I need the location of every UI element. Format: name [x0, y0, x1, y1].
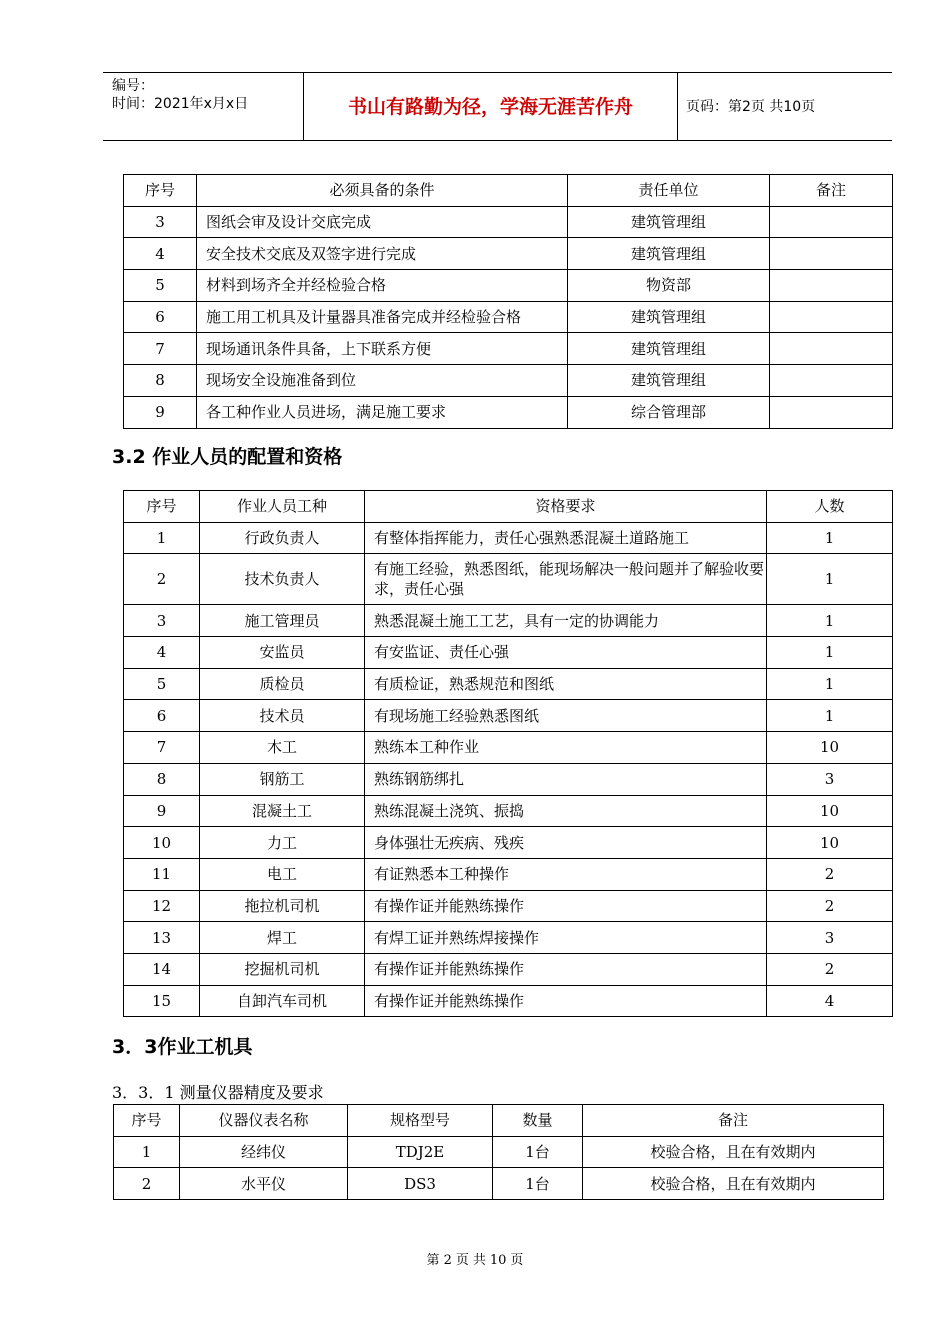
table-cell: 技术负责人 [200, 554, 365, 605]
footer-label: 共 [472, 1253, 486, 1268]
table-cell: 12 [124, 890, 200, 922]
conditions-table [123, 174, 893, 429]
table-row [124, 554, 893, 605]
table-row [124, 365, 893, 397]
table-cell [770, 396, 893, 428]
table-cell: 3 [767, 763, 893, 795]
table-cell: 建筑管理组 [568, 365, 770, 397]
table-cell: 10 [767, 732, 893, 764]
table-row [124, 700, 893, 732]
table-cell: 图纸会审及设计交底完成 [197, 206, 568, 238]
table-cell: 安全技术交底及双签字进行完成 [197, 238, 568, 270]
table-row [124, 985, 893, 1017]
table-row [124, 522, 893, 554]
table-cell: 有质检证，熟悉规范和图纸 [365, 668, 767, 700]
section-heading: 3．3作业工机具 [112, 1036, 253, 1058]
table-header-row [124, 491, 893, 523]
table-cell: 经纬仪 [180, 1136, 348, 1168]
table-row [124, 858, 893, 890]
table-cell: 2 [114, 1168, 180, 1200]
table-cell: 有现场施工经验熟悉图纸 [365, 700, 767, 732]
header-divider [677, 72, 678, 140]
table-cell: 有焊工证并熟练焊接操作 [365, 922, 767, 954]
table-cell: 校验合格，且在有效期内 [583, 1168, 884, 1200]
instruments-table [113, 1104, 884, 1200]
table-cell: 7 [124, 732, 200, 764]
table-cell: 1台 [493, 1168, 583, 1200]
column-header: 仪器仪表名称 [180, 1105, 348, 1137]
table-cell: 1 [767, 522, 893, 554]
table-cell: 9 [124, 795, 200, 827]
header-top-rule [103, 72, 892, 73]
table-cell: 2 [767, 858, 893, 890]
table-cell: 建筑管理组 [568, 333, 770, 365]
table-cell: 3 [767, 922, 893, 954]
table-cell: 施工管理员 [200, 605, 365, 637]
table-row [124, 238, 893, 270]
table-cell: 拖拉机司机 [200, 890, 365, 922]
table-cell: 14 [124, 953, 200, 985]
table-cell: 水平仪 [180, 1168, 348, 1200]
table-header-row [114, 1105, 884, 1137]
table-row [124, 301, 893, 333]
table-cell: TDJ2E [348, 1136, 493, 1168]
table-cell: 1 [114, 1136, 180, 1168]
column-header: 备注 [583, 1105, 884, 1137]
column-header: 资格要求 [365, 491, 767, 523]
table-cell [770, 238, 893, 270]
table-cell: 熟练混凝土浇筑、振捣 [365, 795, 767, 827]
header-motto: 书山有路勤为径，学海无涯苦作舟 [347, 96, 633, 118]
table-cell: 钢筋工 [200, 763, 365, 795]
table-cell: 1 [767, 668, 893, 700]
column-header: 序号 [124, 175, 197, 207]
table-row [124, 795, 893, 827]
table-cell: 现场通讯条件具备，上下联系方便 [197, 333, 568, 365]
table-cell: 木工 [200, 732, 365, 764]
table-cell: 自卸汽车司机 [200, 985, 365, 1017]
table-cell: 挖掘机司机 [200, 953, 365, 985]
table-cell: 10 [124, 827, 200, 859]
table-row [124, 396, 893, 428]
header-page-number: 页码：第2页 共10页 [686, 99, 816, 115]
footer-label: 页 [510, 1253, 524, 1268]
table-cell: 各工种作业人员进场，满足施工要求 [197, 396, 568, 428]
column-header: 序号 [124, 491, 200, 523]
table-cell: 13 [124, 922, 200, 954]
table-cell: DS3 [348, 1168, 493, 1200]
footer-page-number: 2 [443, 1253, 452, 1268]
personnel-table [123, 490, 893, 1017]
table-cell: 5 [124, 270, 197, 302]
table-cell: 力工 [200, 827, 365, 859]
table-cell: 有操作证并能熟练操作 [365, 953, 767, 985]
table-cell: 4 [767, 985, 893, 1017]
table-cell: 1 [767, 700, 893, 732]
table-cell: 1 [767, 605, 893, 637]
table-cell: 校验合格，且在有效期内 [583, 1136, 884, 1168]
footer-label: 页 [455, 1253, 469, 1268]
table-cell [770, 333, 893, 365]
table-cell: 1 [124, 522, 200, 554]
table-row [124, 270, 893, 302]
table-cell: 焊工 [200, 922, 365, 954]
table-cell [770, 270, 893, 302]
table-cell: 有证熟悉本工种操作 [365, 858, 767, 890]
header-bottom-rule [103, 140, 892, 141]
column-header: 序号 [114, 1105, 180, 1137]
table-cell: 3 [124, 206, 197, 238]
table-cell: 熟练钢筋绑扎 [365, 763, 767, 795]
table-cell: 有安监证、责任心强 [365, 637, 767, 669]
table-cell: 11 [124, 858, 200, 890]
column-header: 责任单位 [568, 175, 770, 207]
header-code: 编号： [112, 78, 154, 94]
table-row [124, 890, 893, 922]
table-cell: 15 [124, 985, 200, 1017]
table-cell: 7 [124, 333, 197, 365]
table-cell: 10 [767, 827, 893, 859]
table-cell: 有整体指挥能力，责任心强熟悉混凝土道路施工 [365, 522, 767, 554]
table-cell: 2 [767, 953, 893, 985]
table-cell [770, 365, 893, 397]
table-cell: 质检员 [200, 668, 365, 700]
table-cell: 6 [124, 301, 197, 333]
table-cell: 施工用工机具及计量器具准备完成并经检验合格 [197, 301, 568, 333]
column-header: 规格型号 [348, 1105, 493, 1137]
table-cell: 9 [124, 396, 197, 428]
column-header: 必须具备的条件 [197, 175, 568, 207]
table-cell [770, 301, 893, 333]
table-cell: 混凝土工 [200, 795, 365, 827]
table-cell: 2 [124, 554, 200, 605]
table-cell: 现场安全设施准备到位 [197, 365, 568, 397]
table-row [114, 1168, 884, 1200]
footer-label: 第 [426, 1253, 440, 1268]
table-cell [770, 206, 893, 238]
table-cell: 有操作证并能熟练操作 [365, 985, 767, 1017]
table-row [124, 637, 893, 669]
table-cell: 建筑管理组 [568, 238, 770, 270]
table-cell: 6 [124, 700, 200, 732]
table-cell: 10 [767, 795, 893, 827]
column-header: 人数 [767, 491, 893, 523]
subsection-heading: 3．3．1 测量仪器精度及要求 [112, 1083, 324, 1102]
table-cell: 8 [124, 365, 197, 397]
table-cell: 电工 [200, 858, 365, 890]
table-cell: 5 [124, 668, 200, 700]
table-row [114, 1136, 884, 1168]
table-row [124, 763, 893, 795]
table-cell: 1 [767, 637, 893, 669]
table-cell: 建筑管理组 [568, 206, 770, 238]
table-row [124, 922, 893, 954]
column-header: 数量 [493, 1105, 583, 1137]
table-row [124, 827, 893, 859]
table-cell: 1 [767, 554, 893, 605]
table-cell: 物资部 [568, 270, 770, 302]
table-row [124, 206, 893, 238]
table-cell: 熟悉混凝土施工工艺，具有一定的协调能力 [365, 605, 767, 637]
table-cell: 4 [124, 238, 197, 270]
table-cell: 熟练本工种作业 [365, 732, 767, 764]
table-cell: 建筑管理组 [568, 301, 770, 333]
table-row [124, 605, 893, 637]
table-row [124, 333, 893, 365]
table-cell: 技术员 [200, 700, 365, 732]
section-heading: 3.2 作业人员的配置和资格 [112, 446, 343, 468]
table-cell: 身体强壮无疾病、残疾 [365, 827, 767, 859]
table-cell: 2 [767, 890, 893, 922]
table-cell: 行政负责人 [200, 522, 365, 554]
table-cell: 4 [124, 637, 200, 669]
table-cell: 有操作证并能熟练操作 [365, 890, 767, 922]
footer-total-pages: 10 [489, 1253, 507, 1268]
header-time: 时间：2021年x月x日 [112, 96, 249, 112]
column-header: 作业人员工种 [200, 491, 365, 523]
table-cell: 1台 [493, 1136, 583, 1168]
page-footer [0, 1249, 950, 1268]
table-cell: 安监员 [200, 637, 365, 669]
table-row [124, 732, 893, 764]
column-header: 备注 [770, 175, 893, 207]
table-cell: 材料到场齐全并经检验合格 [197, 270, 568, 302]
table-row [124, 668, 893, 700]
table-header-row [124, 175, 893, 207]
table-cell: 有施工经验，熟悉图纸，能现场解决一般问题并了解验收要求，责任心强 [365, 554, 767, 605]
table-cell: 综合管理部 [568, 396, 770, 428]
table-cell: 3 [124, 605, 200, 637]
table-row [124, 953, 893, 985]
table-cell: 8 [124, 763, 200, 795]
